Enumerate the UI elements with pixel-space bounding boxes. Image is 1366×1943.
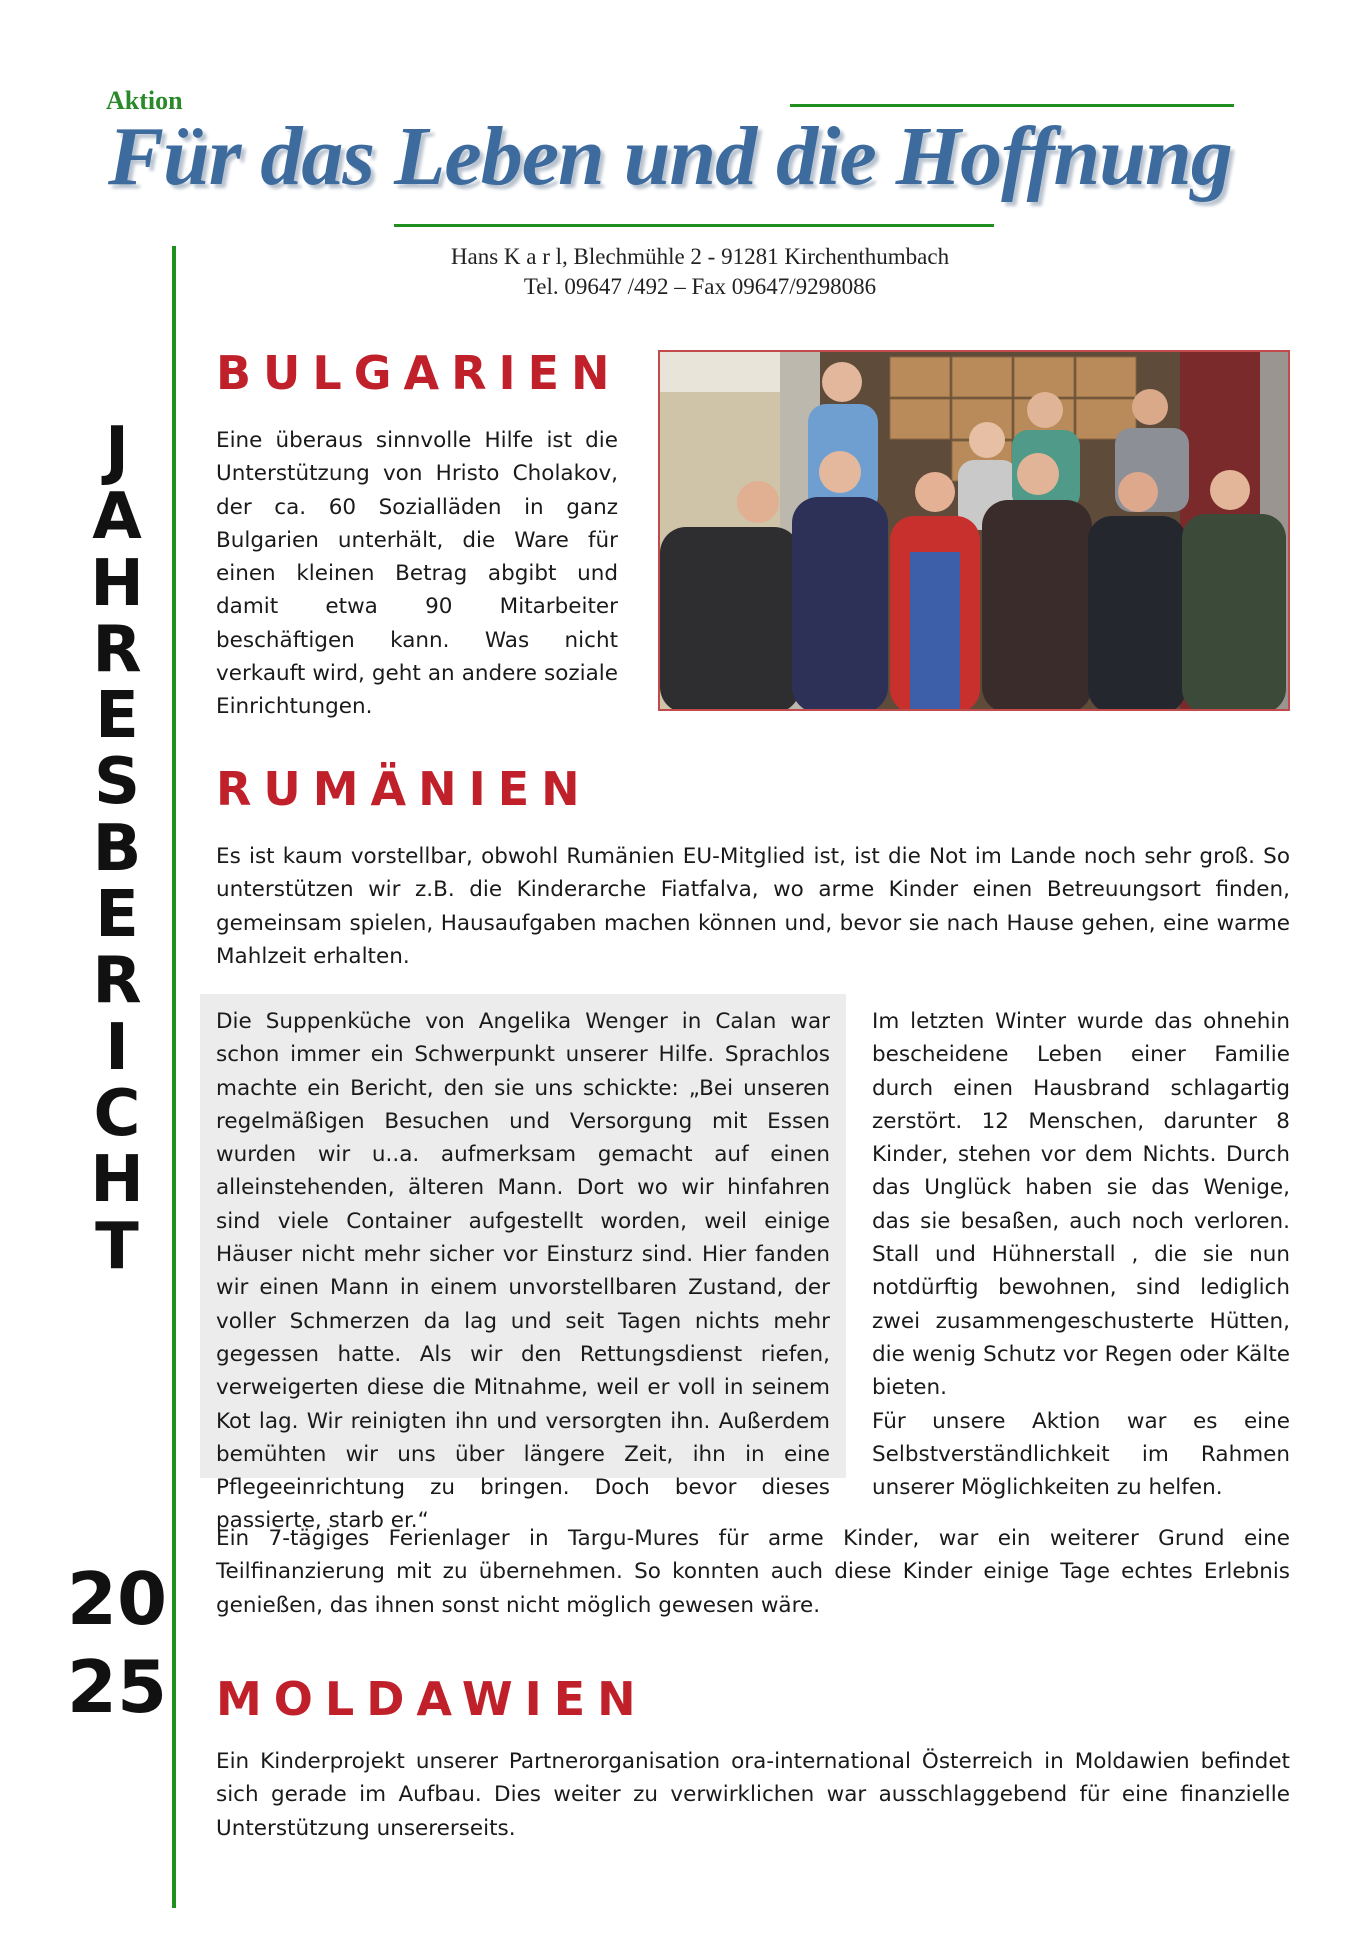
vertical-letter: H bbox=[90, 546, 144, 621]
ferienlager-text bbox=[216, 1522, 1290, 1622]
help-paragraph: Für unsere Aktion war es eine Selbstverständlichkeit im Rahmen unserer Möglichkeiten zu helfen. bbox=[872, 1408, 1290, 1501]
section-heading-moldawien: MOLDAWIEN bbox=[216, 1672, 648, 1726]
header-kicker: Aktion bbox=[106, 86, 183, 115]
section-heading-rumaenien: RUMÄNIEN bbox=[216, 762, 592, 816]
quote-paragraph: Die Suppenküche von Angelika Wenger in Calan war schon immer ein Schwerpunkt unserer Hilfe. Sprachlos machte ein Bericht, den sie uns schickte: „Bei unseren regelmäßigen Besuchen und Versorgung mit Essen wurden wir u..a. aufmerksam gemacht auf einen alleinstehenden, älteren Mann. Dort wo wir hinfahren sind viele Container aufgestellt worden, weil einige Häuser nicht mehr sicher vor Einsturz sind. Hier fanden wir einen Mann in einem unvorstellbaren Zustand, der voller Schmerzen da lag und seit Tagen nichts mehr gegessen hatte. Als wir den Rettungsdienst riefen, verweigerten diese die Mitnahme, weil er voll in seinem Kot lag. Wir reinigten ihn und versorgten ihn. Außerdem bemühten wir uns über längere Zeit, ihn in eine Pflegeeinrichtung zu bringen. Doch bevor dieses passierte, starb er.“ bbox=[216, 1009, 830, 1534]
ferienlager-paragraph: Ein 7-tägiges Ferienlager in Targu-Mures für arme Kinder, war ein weiterer Grund eine Teilfinanzierung mit zu übernehmen. So konnten auch diese Kinder einige Tage echtes Erlebnis genießen, das ihnen sonst nicht möglich gewesen wäre. bbox=[216, 1526, 1290, 1618]
header-bottom-rule bbox=[394, 224, 994, 227]
vertical-title-jahresbericht bbox=[62, 414, 172, 1284]
vertical-letter: J bbox=[105, 414, 129, 488]
page-title: Für das Leben und die Hoffnung bbox=[108, 110, 1232, 203]
family-fire-text bbox=[872, 1005, 1290, 1504]
year-label bbox=[62, 1555, 172, 1731]
vertical-letter: S bbox=[93, 745, 141, 820]
group-photo bbox=[658, 350, 1290, 711]
vertical-letter: B bbox=[92, 811, 142, 886]
address-block bbox=[300, 242, 1100, 302]
vertical-letter: C bbox=[93, 1076, 141, 1151]
vertical-letter: T bbox=[95, 1209, 139, 1284]
vertical-letter: R bbox=[92, 612, 142, 687]
family-fire-paragraph: Im letzten Winter wurde das ohnehin bescheidene Leben einer Familie durch einen Hausbrand schlagartig zerstört. 12 Menschen, darunter 8 Kinder, stehen vor dem Nichts. Durch das Unglück haben sie das Wenige, das sie besaßen, auch noch verloren. Stall und Hühnerstall , die sie nun notdürftig bewohnen, sind lediglich zwei zusammengeschusterte Hütten, die wenig Schutz vor Regen oder Kälte bieten. bbox=[872, 1009, 1290, 1401]
vertical-letter: E bbox=[95, 878, 139, 953]
rumaenien-intro-paragraph: Es ist kaum vorstellbar, obwohl Rumänien EU-Mitglied ist, ist die Not im Lande noch sehr groß. So unterstützen wir z.B. die Kinderarche Fiatfalva, wo arme Kinder einen Betreuungsort finden, gemeinsam spielen, Hausaufgaben machen können und, bevor sie nach Hause gehen, eine warme Mahlzeit erhalten. bbox=[216, 844, 1290, 969]
year-line-1: 20 bbox=[66, 1557, 168, 1641]
address-line: Hans K a r l, Blechmühle 2 - 91281 Kirchenthumbach bbox=[450, 244, 950, 269]
moldawien-paragraph: Ein Kinderprojekt unserer Partnerorganisation ora-international Österreich in Moldawien befindet sich gerade im Aufbau. Dies weiter zu verwirklichen war ausschlaggebend für eine finanzielle Unterstützung unsererseits. bbox=[216, 1749, 1290, 1841]
bulgarien-paragraph: Eine überaus sinnvolle Hilfe ist die Unterstützung von Hristo Cholakov, der ca. 60 Sozialläden in ganz Bulgarien unterhält, die Ware für einen kleinen Betrag abgibt und damit etwa 90 Mitarbeiter beschäftigen kann. Was nicht verkauft wird, geht an andere soziale Einrichtungen. bbox=[216, 428, 618, 720]
group-photo-illustration bbox=[660, 352, 1290, 711]
quote-box-text bbox=[216, 1005, 830, 1538]
vertical-letter: A bbox=[92, 480, 142, 555]
vertical-letter: E bbox=[95, 679, 139, 754]
sidebar-rule bbox=[172, 246, 176, 1908]
vertical-letter: R bbox=[92, 944, 142, 1019]
bulgarien-text bbox=[216, 424, 618, 724]
section-heading-bulgarien: BULGARIEN bbox=[216, 346, 622, 400]
vertical-letter: I bbox=[105, 1010, 129, 1085]
phone-line: Tel. 09647 /492 – Fax 09647/9298086 bbox=[523, 274, 877, 299]
header-top-rule bbox=[790, 104, 1234, 107]
year-line-2: 25 bbox=[66, 1645, 168, 1729]
vertical-letter: H bbox=[90, 1143, 144, 1218]
rumaenien-intro bbox=[216, 840, 1290, 973]
moldawien-text bbox=[216, 1745, 1290, 1845]
